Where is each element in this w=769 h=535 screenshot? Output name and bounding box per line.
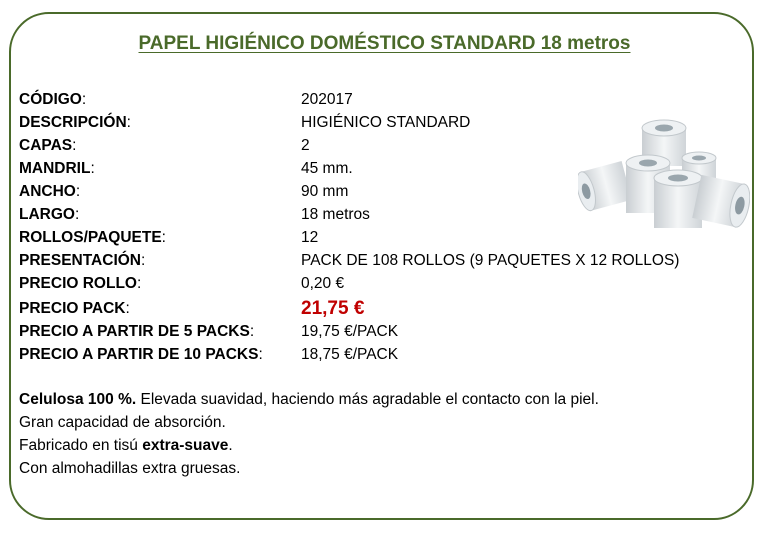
spec-label: DESCRIPCIÓN: [19, 114, 127, 131]
spec-value: 2: [301, 137, 310, 154]
spec-label: MANDRIL: [19, 160, 91, 177]
spec-label: CÓDIGO: [19, 91, 82, 108]
spec-label: PRECIO A PARTIR DE 5 PACKS: [19, 323, 250, 340]
spec-label: CAPAS: [19, 137, 73, 154]
spec-label: PRECIO PACK: [19, 300, 126, 317]
spec-row-precio-pack: [19, 295, 719, 320]
spec-row-presentacion: [19, 249, 719, 272]
pack-price: 21,75 €: [301, 298, 365, 319]
description-line: [19, 388, 739, 411]
spec-value: 18,75 €/PACK: [301, 346, 399, 363]
spec-label: PRECIO ROLLO: [19, 275, 137, 292]
description-text: Elevada suavidad, haciendo más agradable el contacto con la piel.: [136, 391, 599, 408]
spec-colon: :: [161, 229, 166, 246]
spec-value: PACK DE 108 ROLLOS (9 PAQUETES X 12 ROLLOS): [301, 252, 680, 269]
spec-colon: :: [125, 300, 130, 317]
spec-label: ANCHO: [19, 183, 76, 200]
spec-row-codigo: [19, 88, 719, 111]
description-line: Gran capacidad de absorción.: [19, 414, 226, 431]
spec-value: 45 mm.: [301, 160, 353, 177]
spec-label: PRESENTACIÓN: [19, 252, 142, 269]
toilet-paper-rolls-image: [578, 118, 750, 233]
spec-row-precio-10-packs: [19, 343, 719, 366]
spec-value: 19,75 €/PACK: [301, 323, 399, 340]
spec-row-precio-rollo: [19, 272, 719, 295]
spec-label: PRECIO A PARTIR DE 10 PACKS: [19, 346, 259, 363]
spec-colon: :: [136, 275, 142, 292]
spec-value: HIGIÉNICO STANDARD: [301, 114, 471, 131]
description-line: Con almohadillas extra gruesas.: [19, 460, 241, 477]
spec-label: ROLLOS/PAQUETE: [19, 229, 162, 246]
product-description: [19, 388, 739, 480]
spec-label: LARGO: [19, 206, 75, 223]
spec-colon: :: [258, 346, 263, 363]
spec-colon: :: [90, 160, 95, 177]
spec-value: 0,20 €: [301, 275, 345, 292]
description-bold: extra-suave: [142, 437, 229, 454]
toilet-paper-rolls-icon: [578, 118, 750, 233]
description-text: .: [228, 437, 233, 454]
spec-value: 18 metros: [301, 206, 370, 223]
spec-value: 202017: [301, 91, 353, 108]
spec-value: 90 mm: [301, 183, 349, 200]
spec-colon: :: [75, 183, 81, 200]
spec-colon: :: [74, 206, 80, 223]
spec-colon: :: [249, 323, 255, 340]
description-text: Fabricado en tisú: [19, 437, 143, 454]
description-bold: Celulosa 100 %.: [19, 391, 137, 408]
description-line: [19, 434, 739, 457]
spec-colon: :: [141, 252, 146, 269]
spec-value: 12: [301, 229, 319, 246]
spec-colon: :: [72, 137, 77, 154]
spec-row-precio-5-packs: [19, 320, 719, 343]
spec-colon: :: [126, 114, 131, 131]
product-title: PAPEL HIGIÉNICO DOMÉSTICO STANDARD 18 metros: [138, 33, 631, 54]
spec-colon: :: [81, 91, 87, 108]
